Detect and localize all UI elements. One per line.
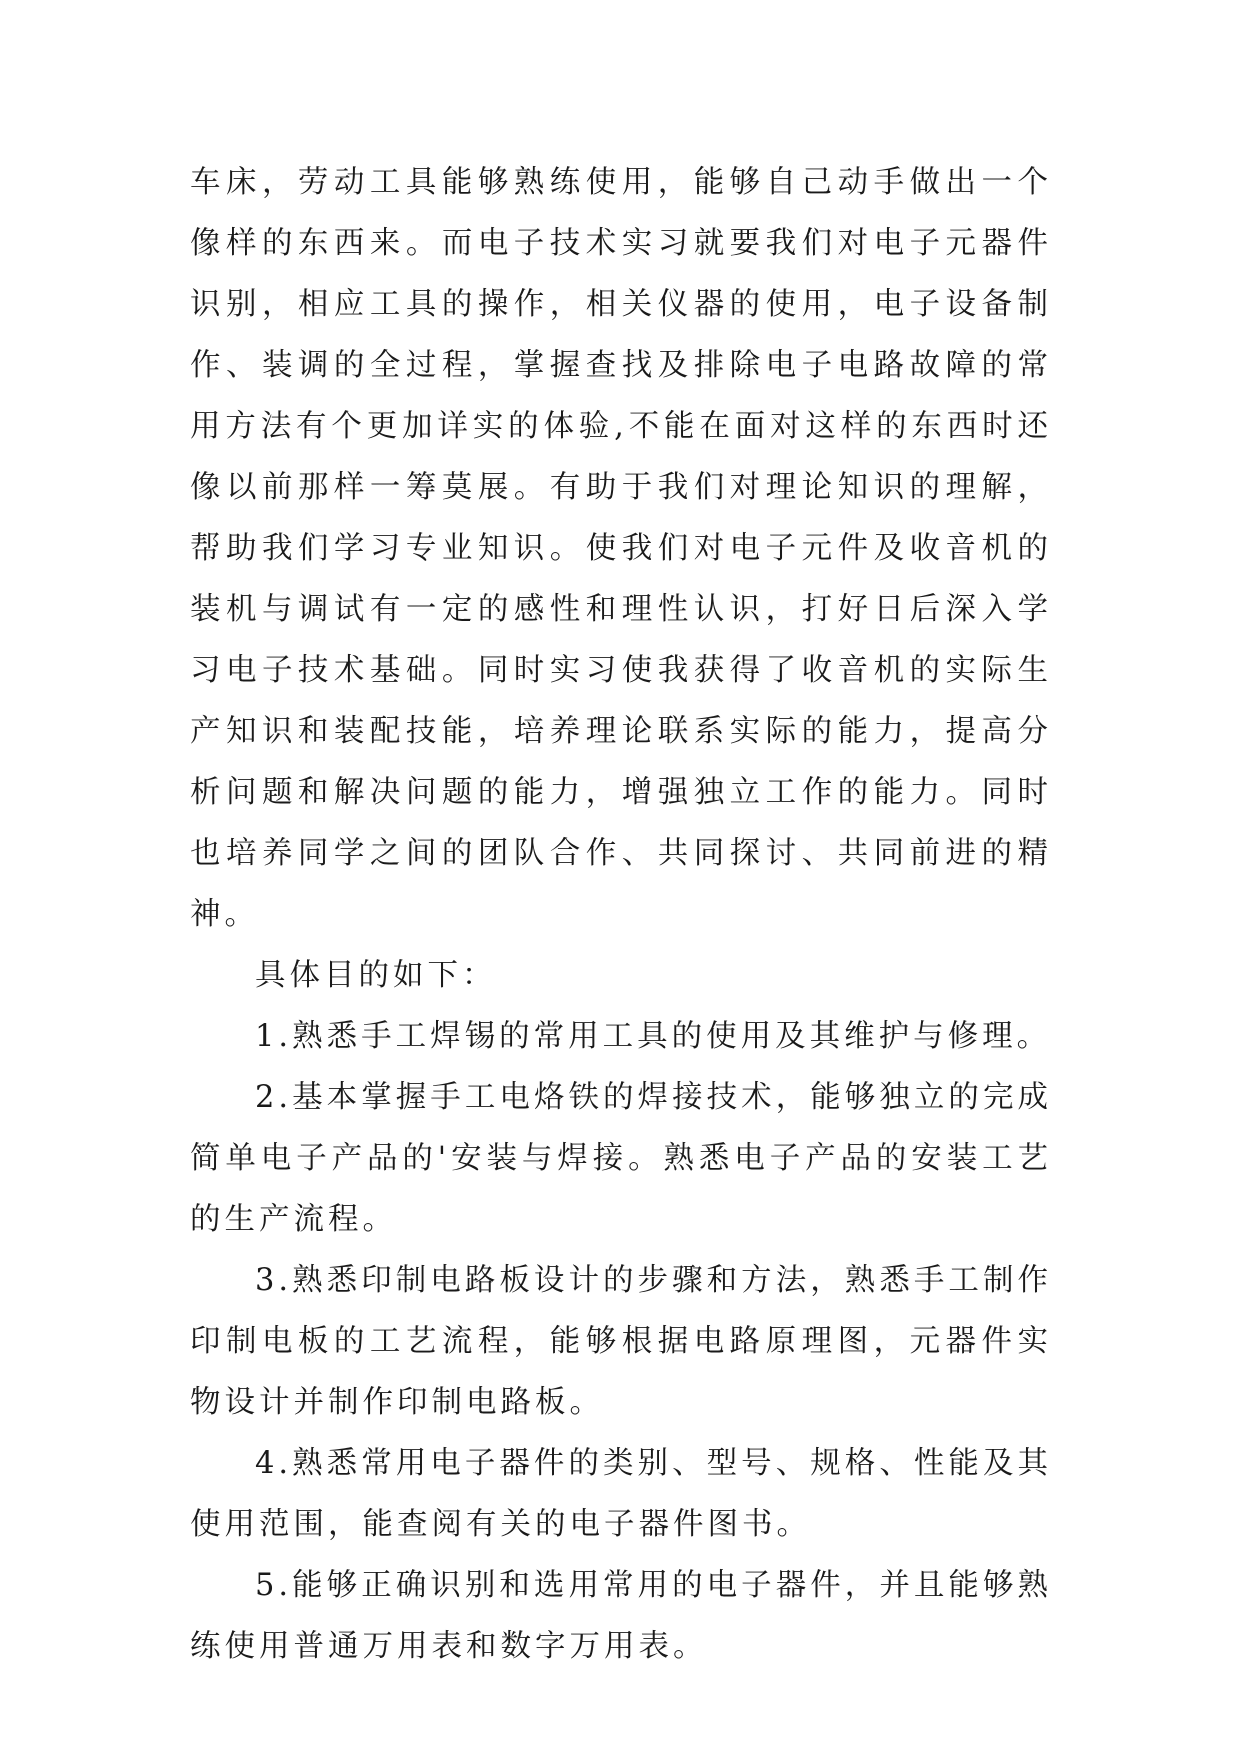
- paragraph-goal-2: 2.基本掌握手工电烙铁的焊接技术，能够独立的完成简单电子产品的'安装与焊接。熟悉电子产品的安装工艺的生产流程。: [190, 1080, 1052, 1237]
- paragraph-goal-3: 3.熟悉印制电路板设计的步骤和方法，熟悉手工制作印制电板的工艺流程，能够根据电路原理图，元器件实物设计并制作印制电路板。: [190, 1263, 1052, 1420]
- paragraph-goal-4: 4.熟悉常用电子器件的类别、型号、规格、性能及其使用范围，能查阅有关的电子器件图书。: [190, 1446, 1052, 1542]
- paragraph-intro: 车床，劳动工具能够熟练使用，能够自己动手做出一个像样的东西来。而电子技术实习就要我们对电子元器件识别，相应工具的操作，相关仪器的使用，电子设备制作、装调的全过程，掌握查找及排除电子电路故障的常用方法有个更加详实的体验,不能在面对这样的东西时还像以前那样一筹莫展。有助于我们对理论知识的理解，帮助我们学习专业知识。使我们对电子元件及收音机的装机与调试有一定的感性和理性认识，打好日后深入学习电子技术基础。同时实习使我获得了收音机的实际生产知识和装配技能，培养理论联系实际的能力，提高分析问题和解决问题的能力，增强独立工作的能力。同时也培养同学之间的团队合作、共同探讨、共同前进的精神。: [190, 165, 1052, 932]
- body-text: [190, 152, 1052, 1677]
- paragraph-goal-1: 1.熟悉手工焊锡的常用工具的使用及其维护与修理。: [255, 1019, 1052, 1054]
- paragraph-goal-5: 5.能够正确识别和选用常用的电子器件，并且能够熟练使用普通万用表和数字万用表。: [190, 1568, 1052, 1664]
- paragraph-goals-heading: 具体目的如下：: [255, 958, 497, 993]
